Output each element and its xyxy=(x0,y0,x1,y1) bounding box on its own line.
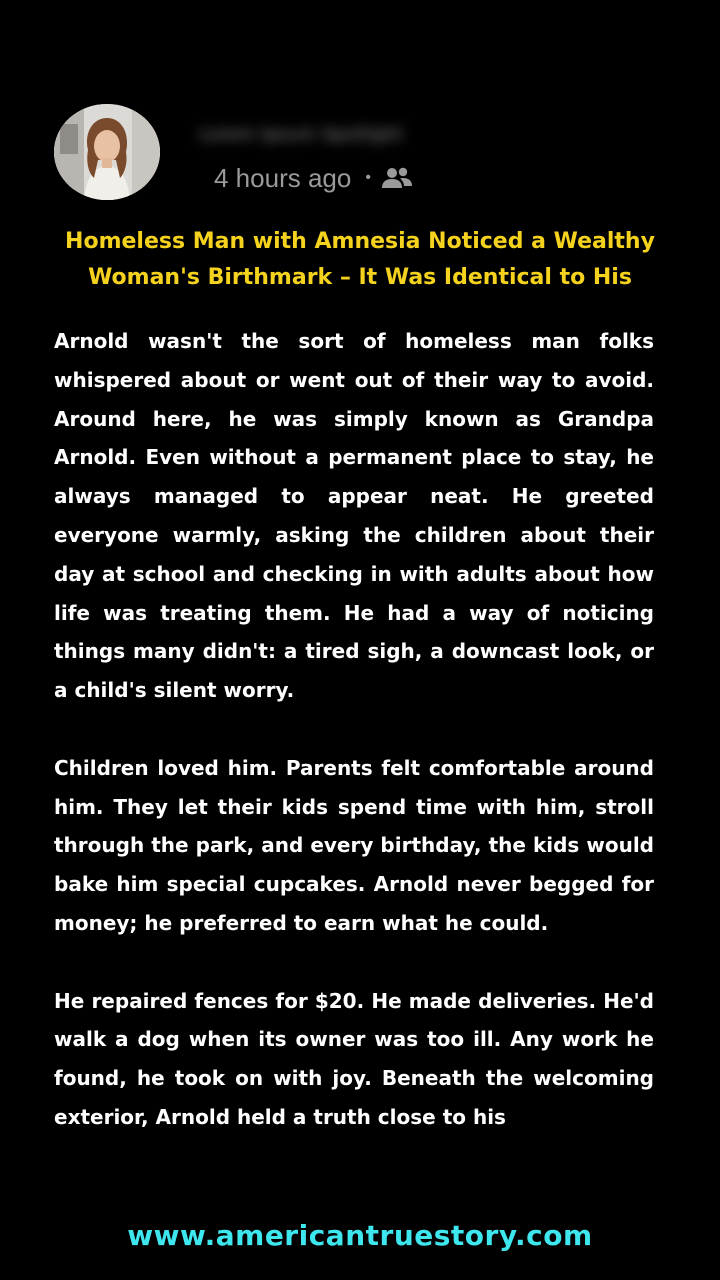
article-title-line-2: Woman's Birthmark – It Was Identical to His xyxy=(88,265,632,290)
avatar[interactable] xyxy=(54,104,160,200)
author-name[interactable]: Lorem Ipsum Spotlight xyxy=(199,124,403,145)
post-header xyxy=(54,104,666,200)
article-title xyxy=(40,224,680,296)
timestamp[interactable]: 4 hours ago xyxy=(214,162,352,193)
article-paragraph: Children loved him. Parents felt comfortable around him. They let their kids spend time with him, stroll through the park, and every birthday, the kids would bake him special cupcakes. Arnold never begged for money; he preferred to earn what he could. xyxy=(54,755,654,935)
friends-icon xyxy=(381,166,413,190)
post-meta xyxy=(214,162,413,194)
article-body xyxy=(54,322,654,1176)
meta-separator: • xyxy=(365,169,371,186)
article-paragraph: He repaired fences for $20. He made deliveries. He'd walk a dog when its owner was too ill. Any work he found, he took on with joy. Beneath the welcoming exterior, Arnold held a truth close to his xyxy=(54,988,654,1129)
website-link[interactable]: www.americantruestory.com xyxy=(127,1219,593,1252)
article-title-line-1: Homeless Man with Amnesia Noticed a Wealthy xyxy=(65,229,655,254)
article-paragraph: Arnold wasn't the sort of homeless man folks whispered about or went out of their way to avoid. Around here, he was simply known as Grandpa Arnold. Even without a permanent place to stay, he always managed to appear neat. He greeted everyone warmly, asking the children about their day at school and checking in with adults about how life was treating them. He had a way of noticing things many didn't: a tired sigh, a downcast look, or a child's silent worry. xyxy=(54,329,654,703)
